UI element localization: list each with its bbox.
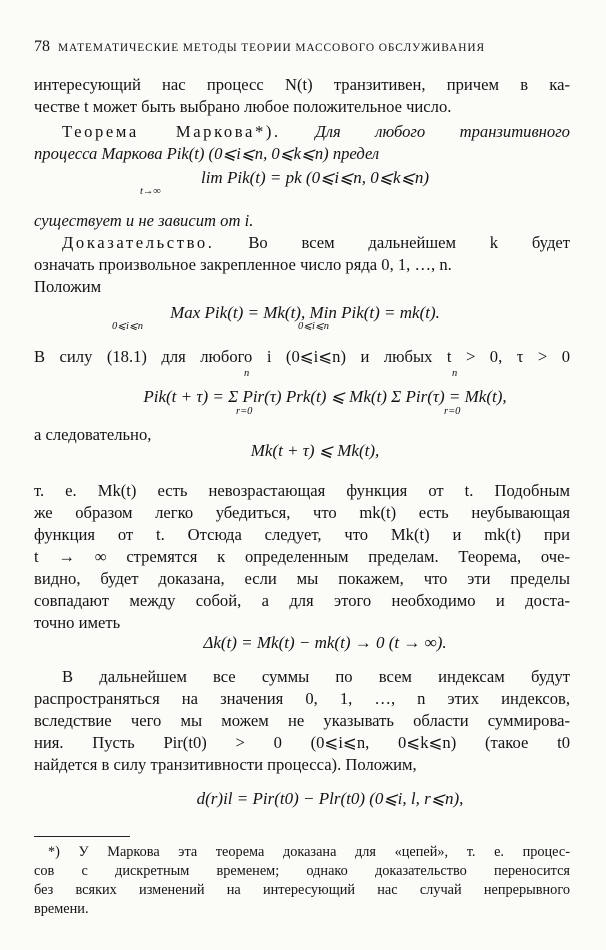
sum-upper-limit-1: n	[244, 368, 250, 379]
running-title: МАТЕМАТИЧЕСКИЕ МЕТОДЫ ТЕОРИИ МАССОВОГО ОБСЛУЖИВАНИЯ	[58, 42, 485, 54]
equation-limit-subscript: t→∞	[140, 186, 161, 197]
equation-limit: lim Pik(t) = pk (0⩽i⩽n, 0⩽k⩽n)	[200, 168, 429, 187]
text-line-1: интересующий нас процесс N(t) транзитивен, причем в ка-	[34, 75, 570, 94]
para1-line-5: видно, будет доказана, если мы покажем, что эти пределы	[34, 569, 570, 588]
para1-line-3: функция от t. Отсюда следует, что Mk(t) и mk(t) при	[34, 525, 570, 544]
para2-line-5: найдется в силу транзитивности процесса). Положим,	[34, 755, 417, 774]
footnote-rule	[34, 836, 130, 837]
footnote-line-3: без всяких изменений на интересующий нас случай непрерывного	[34, 882, 570, 898]
theorem-end: существует и не зависит от i.	[34, 211, 254, 230]
theorem-line-2: процесса Маркова Pik(t) (0⩽i⩽n, 0⩽k⩽n) предел	[34, 144, 380, 163]
sum-upper-limit-2: n	[452, 368, 458, 379]
proof-line-1	[34, 232, 570, 254]
running-header	[34, 36, 570, 59]
text-line-2: честве t может быть выбрано любое положительное число.	[34, 97, 452, 116]
proof-line-3: Положим	[34, 277, 102, 296]
equation-d: d(r)il = Pir(t0) − Plr(t0) (0⩽i, l, r⩽n),	[196, 789, 464, 808]
para1-line-2: же образом легко убедиться, что mk(t) есть неубывающая	[34, 503, 570, 522]
para1-line-1: т. е. Mk(t) есть невозрастающая функция от t. Подобным	[34, 481, 570, 500]
para2-line-1: В дальнейшем все суммы по всем индексам будут	[62, 667, 570, 686]
proof-label: Доказательство.	[62, 233, 215, 252]
equation-maxmin: Max Pik(t) = Mk(t), Min Pik(t) = mk(t).	[170, 303, 440, 322]
sum-lower-limit-2: r=0	[444, 406, 461, 417]
theorem-label: Теорема Маркова*).	[62, 122, 281, 141]
consequence-line: а следовательно,	[34, 425, 152, 444]
proof-text-1: Во всем дальнейшем k будет	[248, 233, 570, 252]
para1-line-6: совпадают между собой, а для этого необходимо и доста-	[34, 591, 570, 610]
equation-min-subscript: 0⩽i⩽n	[298, 321, 330, 332]
theorem-line-1	[34, 121, 570, 143]
equation-sum: Pik(t + τ) = Σ Pir(τ) Prk(t) ⩽ Mk(t) Σ Pir(τ) = Mk(t),	[143, 387, 507, 406]
para2-line-2: распространяться на значения 0, 1, …, n этих индексов,	[34, 689, 570, 708]
force-line: В силу (18.1) для любого i (0⩽i⩽n) и любых t > 0, τ > 0	[34, 347, 570, 366]
page-number: 78	[34, 38, 50, 55]
sum-lower-limit-1: r=0	[236, 406, 253, 417]
equation-delta: Δk(t) = Mk(t) − mk(t) → 0 (t → ∞).	[203, 633, 447, 652]
proof-line-2: означать произвольное закрепленное число ряда 0, 1, …, n.	[34, 255, 452, 274]
equation-inequality: Mk(t + τ) ⩽ Mk(t),	[250, 441, 380, 460]
para2-line-4: ния. Пусть Pir(t0) > 0 (0⩽i⩽n, 0⩽k⩽n) (такое t0	[34, 733, 570, 752]
para1-line-4: t → ∞ стремятся к определенным пределам. Теорема, оче-	[34, 547, 570, 566]
footnote-line-1: *) У Маркова эта теорема доказана для «цепей», т. е. процес-	[48, 844, 570, 860]
theorem-text-1: Для любого транзитивного	[315, 122, 570, 141]
equation-max-subscript: 0⩽i⩽n	[112, 321, 144, 332]
footnote-line-4: времени.	[34, 901, 89, 917]
para1-line-7: точно иметь	[34, 613, 121, 632]
footnote-line-2: сов с дискретным временем; однако доказательство переносится	[34, 863, 570, 879]
para2-line-3: вследствие чего мы можем не указывать области суммирова-	[34, 711, 570, 730]
